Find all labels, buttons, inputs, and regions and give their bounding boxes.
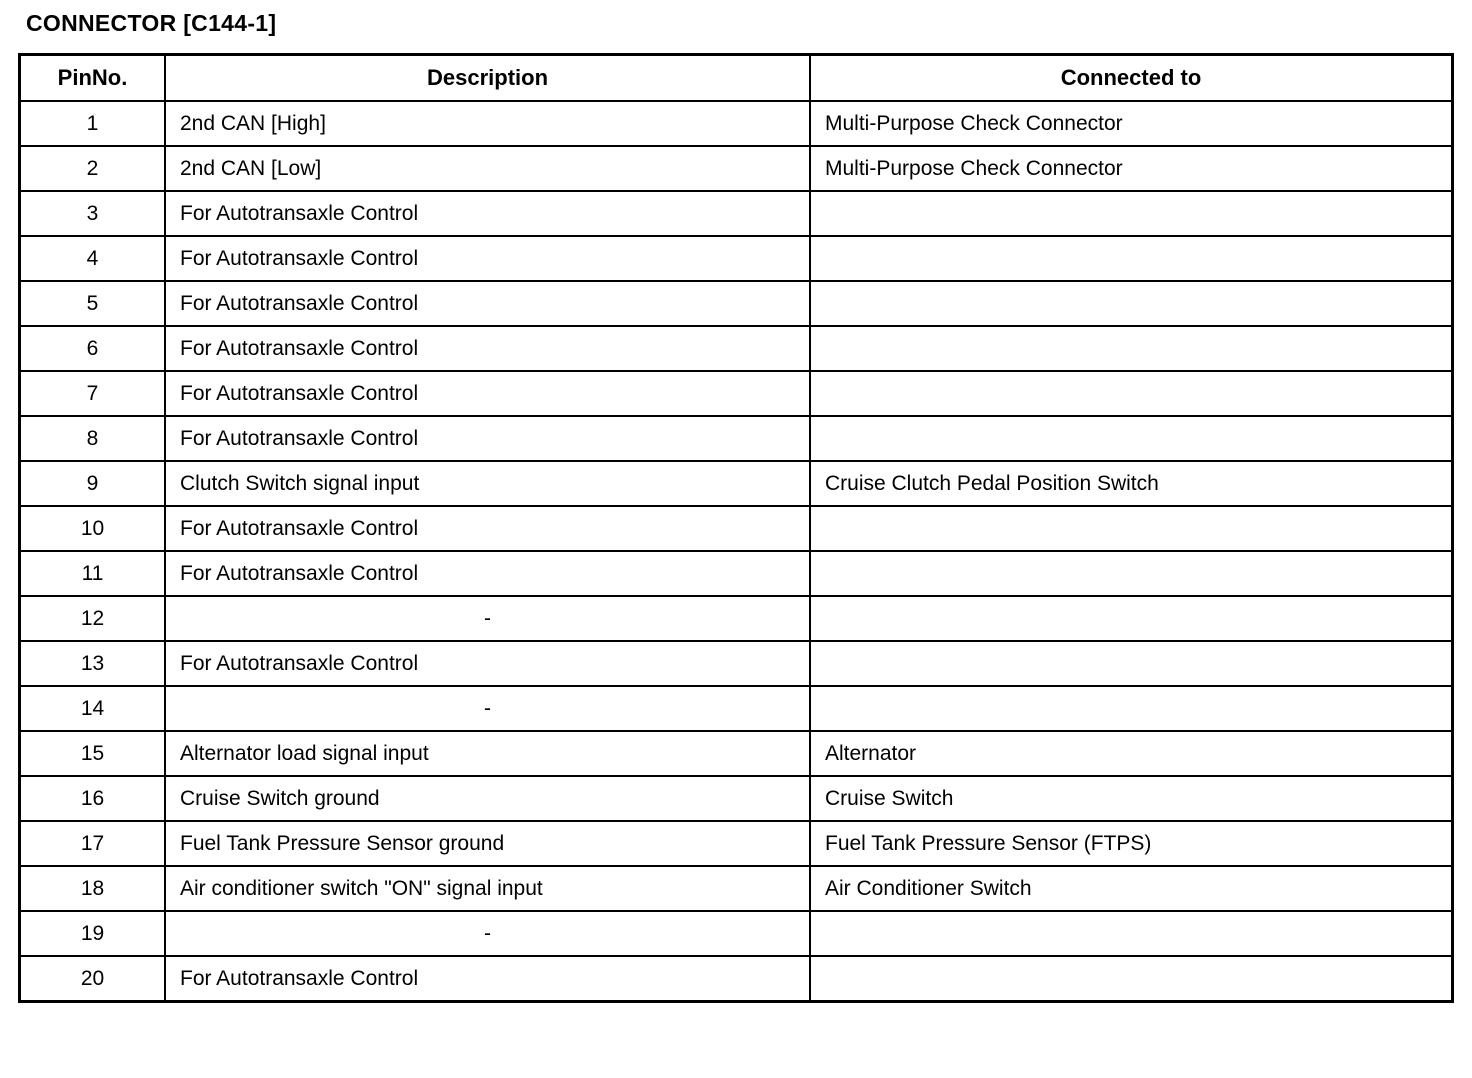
table-header	[20, 55, 1453, 102]
description-cell: -	[165, 686, 810, 731]
table-row	[20, 776, 1453, 821]
connected-to-cell: Air Conditioner Switch	[810, 866, 1453, 911]
pin-number-cell: 9	[20, 461, 166, 506]
pin-number-cell: 4	[20, 236, 166, 281]
connected-to-cell: Multi-Purpose Check Connector	[810, 146, 1453, 191]
pin-number-cell: 8	[20, 416, 166, 461]
pin-number-cell: 1	[20, 101, 166, 146]
table-row	[20, 416, 1453, 461]
header-pin-no: PinNo.	[20, 55, 166, 102]
description-cell: For Autotransaxle Control	[165, 281, 810, 326]
description-cell: Alternator load signal input	[165, 731, 810, 776]
header-connected-to: Connected to	[810, 55, 1453, 102]
description-cell: 2nd CAN [Low]	[165, 146, 810, 191]
connected-to-cell	[810, 596, 1453, 641]
pin-number-cell: 6	[20, 326, 166, 371]
description-cell: -	[165, 596, 810, 641]
connected-to-cell	[810, 326, 1453, 371]
description-cell: For Autotransaxle Control	[165, 326, 810, 371]
description-cell: Clutch Switch signal input	[165, 461, 810, 506]
pin-table-body	[20, 101, 1453, 1002]
table-row	[20, 281, 1453, 326]
connected-to-cell	[810, 191, 1453, 236]
table-row	[20, 686, 1453, 731]
connected-to-cell: Cruise Clutch Pedal Position Switch	[810, 461, 1453, 506]
table-row	[20, 236, 1453, 281]
header-row	[20, 55, 1453, 102]
pin-number-cell: 17	[20, 821, 166, 866]
table-row	[20, 821, 1453, 866]
description-cell: Cruise Switch ground	[165, 776, 810, 821]
table-row	[20, 146, 1453, 191]
table-row	[20, 191, 1453, 236]
connected-to-cell: Alternator	[810, 731, 1453, 776]
connected-to-cell	[810, 641, 1453, 686]
table-row	[20, 731, 1453, 776]
pin-number-cell: 11	[20, 551, 166, 596]
pin-number-cell: 20	[20, 956, 166, 1002]
connected-to-cell	[810, 371, 1453, 416]
table-row	[20, 371, 1453, 416]
connected-to-cell: Multi-Purpose Check Connector	[810, 101, 1453, 146]
pin-number-cell: 3	[20, 191, 166, 236]
header-description: Description	[165, 55, 810, 102]
pin-number-cell: 5	[20, 281, 166, 326]
description-cell: For Autotransaxle Control	[165, 191, 810, 236]
table-row	[20, 101, 1453, 146]
connected-to-cell	[810, 911, 1453, 956]
pin-number-cell: 19	[20, 911, 166, 956]
connected-to-cell	[810, 956, 1453, 1002]
connected-to-cell: Fuel Tank Pressure Sensor (FTPS)	[810, 821, 1453, 866]
table-row	[20, 911, 1453, 956]
description-cell: For Autotransaxle Control	[165, 956, 810, 1002]
description-cell: For Autotransaxle Control	[165, 236, 810, 281]
connected-to-cell	[810, 551, 1453, 596]
pin-number-cell: 15	[20, 731, 166, 776]
table-row	[20, 956, 1453, 1002]
pin-number-cell: 7	[20, 371, 166, 416]
page-title: CONNECTOR [C144-1]	[26, 10, 277, 36]
connected-to-cell	[810, 281, 1453, 326]
pin-number-cell: 2	[20, 146, 166, 191]
pin-number-cell: 14	[20, 686, 166, 731]
pin-number-cell: 12	[20, 596, 166, 641]
table-row	[20, 641, 1453, 686]
pin-number-cell: 18	[20, 866, 166, 911]
pin-number-cell: 13	[20, 641, 166, 686]
connected-to-cell	[810, 416, 1453, 461]
table-row	[20, 461, 1453, 506]
description-cell: For Autotransaxle Control	[165, 371, 810, 416]
table-row	[20, 551, 1453, 596]
description-cell: Fuel Tank Pressure Sensor ground	[165, 821, 810, 866]
connected-to-cell	[810, 506, 1453, 551]
table-row	[20, 326, 1453, 371]
description-cell: For Autotransaxle Control	[165, 551, 810, 596]
pin-number-cell: 16	[20, 776, 166, 821]
table-row	[20, 506, 1453, 551]
table-row	[20, 866, 1453, 911]
connected-to-cell: Cruise Switch	[810, 776, 1453, 821]
pin-number-cell: 10	[20, 506, 166, 551]
description-cell: For Autotransaxle Control	[165, 416, 810, 461]
description-cell: 2nd CAN [High]	[165, 101, 810, 146]
connector-pin-table	[18, 53, 1454, 1003]
table-row	[20, 596, 1453, 641]
description-cell: For Autotransaxle Control	[165, 641, 810, 686]
description-cell: Air conditioner switch "ON" signal input	[165, 866, 810, 911]
connected-to-cell	[810, 686, 1453, 731]
description-cell: For Autotransaxle Control	[165, 506, 810, 551]
description-cell: -	[165, 911, 810, 956]
connected-to-cell	[810, 236, 1453, 281]
